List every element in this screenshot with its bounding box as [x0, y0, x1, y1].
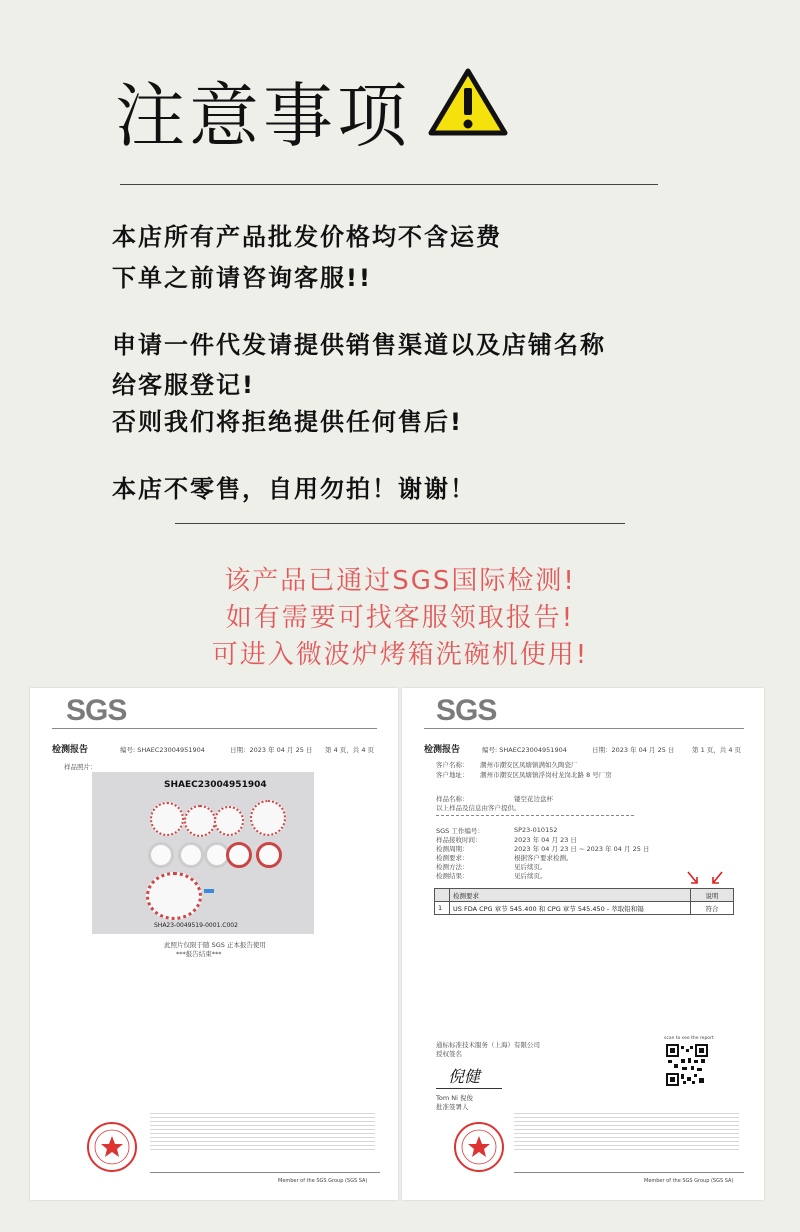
cup-5 [256, 842, 282, 868]
cup-4 [226, 842, 252, 868]
warning-triangle-icon [428, 68, 508, 136]
qr-code-icon [666, 1044, 708, 1086]
client-address: 潮州市潮安区凤塘镇浮岗村龙岗北路 8 号厂房 [480, 771, 612, 779]
signer-title: 批准签署人 [436, 1103, 469, 1111]
cup-2 [178, 842, 204, 868]
red-arrow-icon [710, 870, 724, 886]
sample-note: 以上样品及信息由客户提供。 [436, 804, 521, 812]
photo-code: SHAEC23004951904 [164, 780, 267, 790]
test-result-label: 检测结果： [436, 872, 469, 880]
photo-label: 样品照片： [64, 763, 97, 771]
sgs-logo: SGS [66, 694, 127, 727]
receive-date: 2023 年 04 月 23 日 [514, 836, 577, 844]
sign-organization: 通标标准技术服务（上海）有限公司 [436, 1041, 540, 1049]
sgs-notice-line-2: 如有需要可找客服领取报告! [225, 603, 575, 633]
footer-rule [150, 1172, 380, 1173]
client-name: 潮州市潮安区凤塘镇满如久陶瓷厂 [480, 761, 578, 769]
notice-line-5: 否则我们将拒绝提供任何售后! [112, 408, 463, 436]
report-page-right [402, 688, 764, 1200]
table-row-result: 符合 [691, 902, 734, 915]
sample-name: 镂空花边盘杯 [514, 795, 553, 803]
footer-rule [514, 1172, 744, 1173]
sgs-notice-line-1: 该产品已通过SGS国际检测! [224, 566, 576, 596]
report-date: 日期：2023 年 04 月 25 日 [230, 746, 313, 754]
result-table [434, 888, 734, 915]
test-result: 见后续页。 [514, 872, 547, 880]
test-method-label: 检测方法： [436, 863, 469, 871]
legal-fine-print [514, 1112, 739, 1152]
sample-photo [92, 772, 314, 934]
footer-member: Member of the SGS Group (SGS SA) [644, 1178, 734, 1184]
test-period: 2023 年 04 月 23 日 ~ 2023 年 04 月 25 日 [514, 845, 650, 853]
sign-role: 授权签名 [436, 1050, 462, 1058]
report-page-number: 第 4 页，共 4 页 [325, 746, 375, 754]
seal-stamp-icon [85, 1120, 139, 1174]
sgs-logo: SGS [436, 694, 497, 727]
job-number-label: SGS 工作编号： [436, 827, 484, 835]
report-heading: 检测报告 [424, 745, 461, 755]
notice-line-4: 给客服登记! [112, 371, 255, 399]
client-name-label: 客户名称： [436, 761, 469, 769]
divider-top [120, 184, 658, 185]
photo-note: 此照片仅限于随 SGS 正本报告使用 [164, 941, 266, 949]
report-number: 编号: SHAEC23004951904 [120, 746, 205, 754]
plate-1 [150, 802, 184, 836]
notice-line-3: 申请一件代发请提供销售渠道以及店铺名称 [112, 331, 606, 359]
report-heading: 检测报告 [52, 745, 89, 755]
page-title: 注意事项 [115, 75, 411, 157]
sgs-notice-line-3: 可进入微波炉烤箱洗碗机使用! [211, 640, 589, 670]
header-rule [424, 728, 744, 729]
report-page-left [30, 688, 398, 1200]
client-address-label: 客户地址： [436, 771, 469, 779]
table-header-no [435, 889, 450, 902]
footer-member: Member of the SGS Group (SGS SA) [278, 1178, 368, 1184]
table-row-requirement: US FDA CPG 章节 545.400 和 CPG 章节 545.450 - 萃取铅和镉 [450, 902, 691, 915]
plate-2 [184, 805, 216, 837]
test-request-label: 检测要求： [436, 854, 469, 862]
legal-fine-print [150, 1112, 375, 1152]
signer-name: Tom Ni 倪俊 [436, 1094, 473, 1102]
test-method: 见后续页。 [514, 863, 547, 871]
job-number: SP23-010152 [514, 826, 558, 834]
test-period-label: 检测周期： [436, 845, 469, 853]
signature-rule [436, 1088, 502, 1089]
notice-line-1: 本店所有产品批发价格均不含运费 [112, 223, 502, 251]
sample-name-label: 样品名称： [436, 795, 469, 803]
arrow-marker-icon [204, 889, 214, 893]
report-end-note: ***报告结束*** [176, 950, 222, 958]
divider-middle [175, 523, 625, 524]
red-arrow-icon [686, 870, 700, 886]
notice-line-2: 下单之前请咨询客服!! [112, 264, 372, 292]
table-header-result: 说明 [691, 889, 734, 902]
plate-large [146, 872, 202, 920]
notice-line-6: 本店不零售，自用勿拍！谢谢！ [112, 475, 476, 503]
plate-3 [214, 806, 244, 836]
test-request: 根据客户要求检测。 [514, 854, 573, 862]
table-row-no: 1 [435, 902, 450, 915]
table-header-requirement: 检测要求 [450, 889, 691, 902]
qr-caption: scan to see the report [664, 1036, 714, 1041]
sample-rule [436, 815, 634, 816]
receive-date-label: 样品接收时间： [436, 836, 482, 844]
seal-stamp-icon [452, 1120, 506, 1174]
signature: 倪健 [448, 1067, 481, 1086]
photo-caption: SHA23-0049519-0001.C002 [154, 922, 238, 929]
report-date: 日期：2023 年 04 月 25 日 [592, 746, 675, 754]
header-rule [52, 728, 377, 729]
report-number: 编号: SHAEC23004951904 [482, 746, 567, 754]
plate-4 [250, 800, 286, 836]
report-page-number: 第 1 页，共 4 页 [692, 746, 742, 754]
cup-1 [148, 842, 174, 868]
